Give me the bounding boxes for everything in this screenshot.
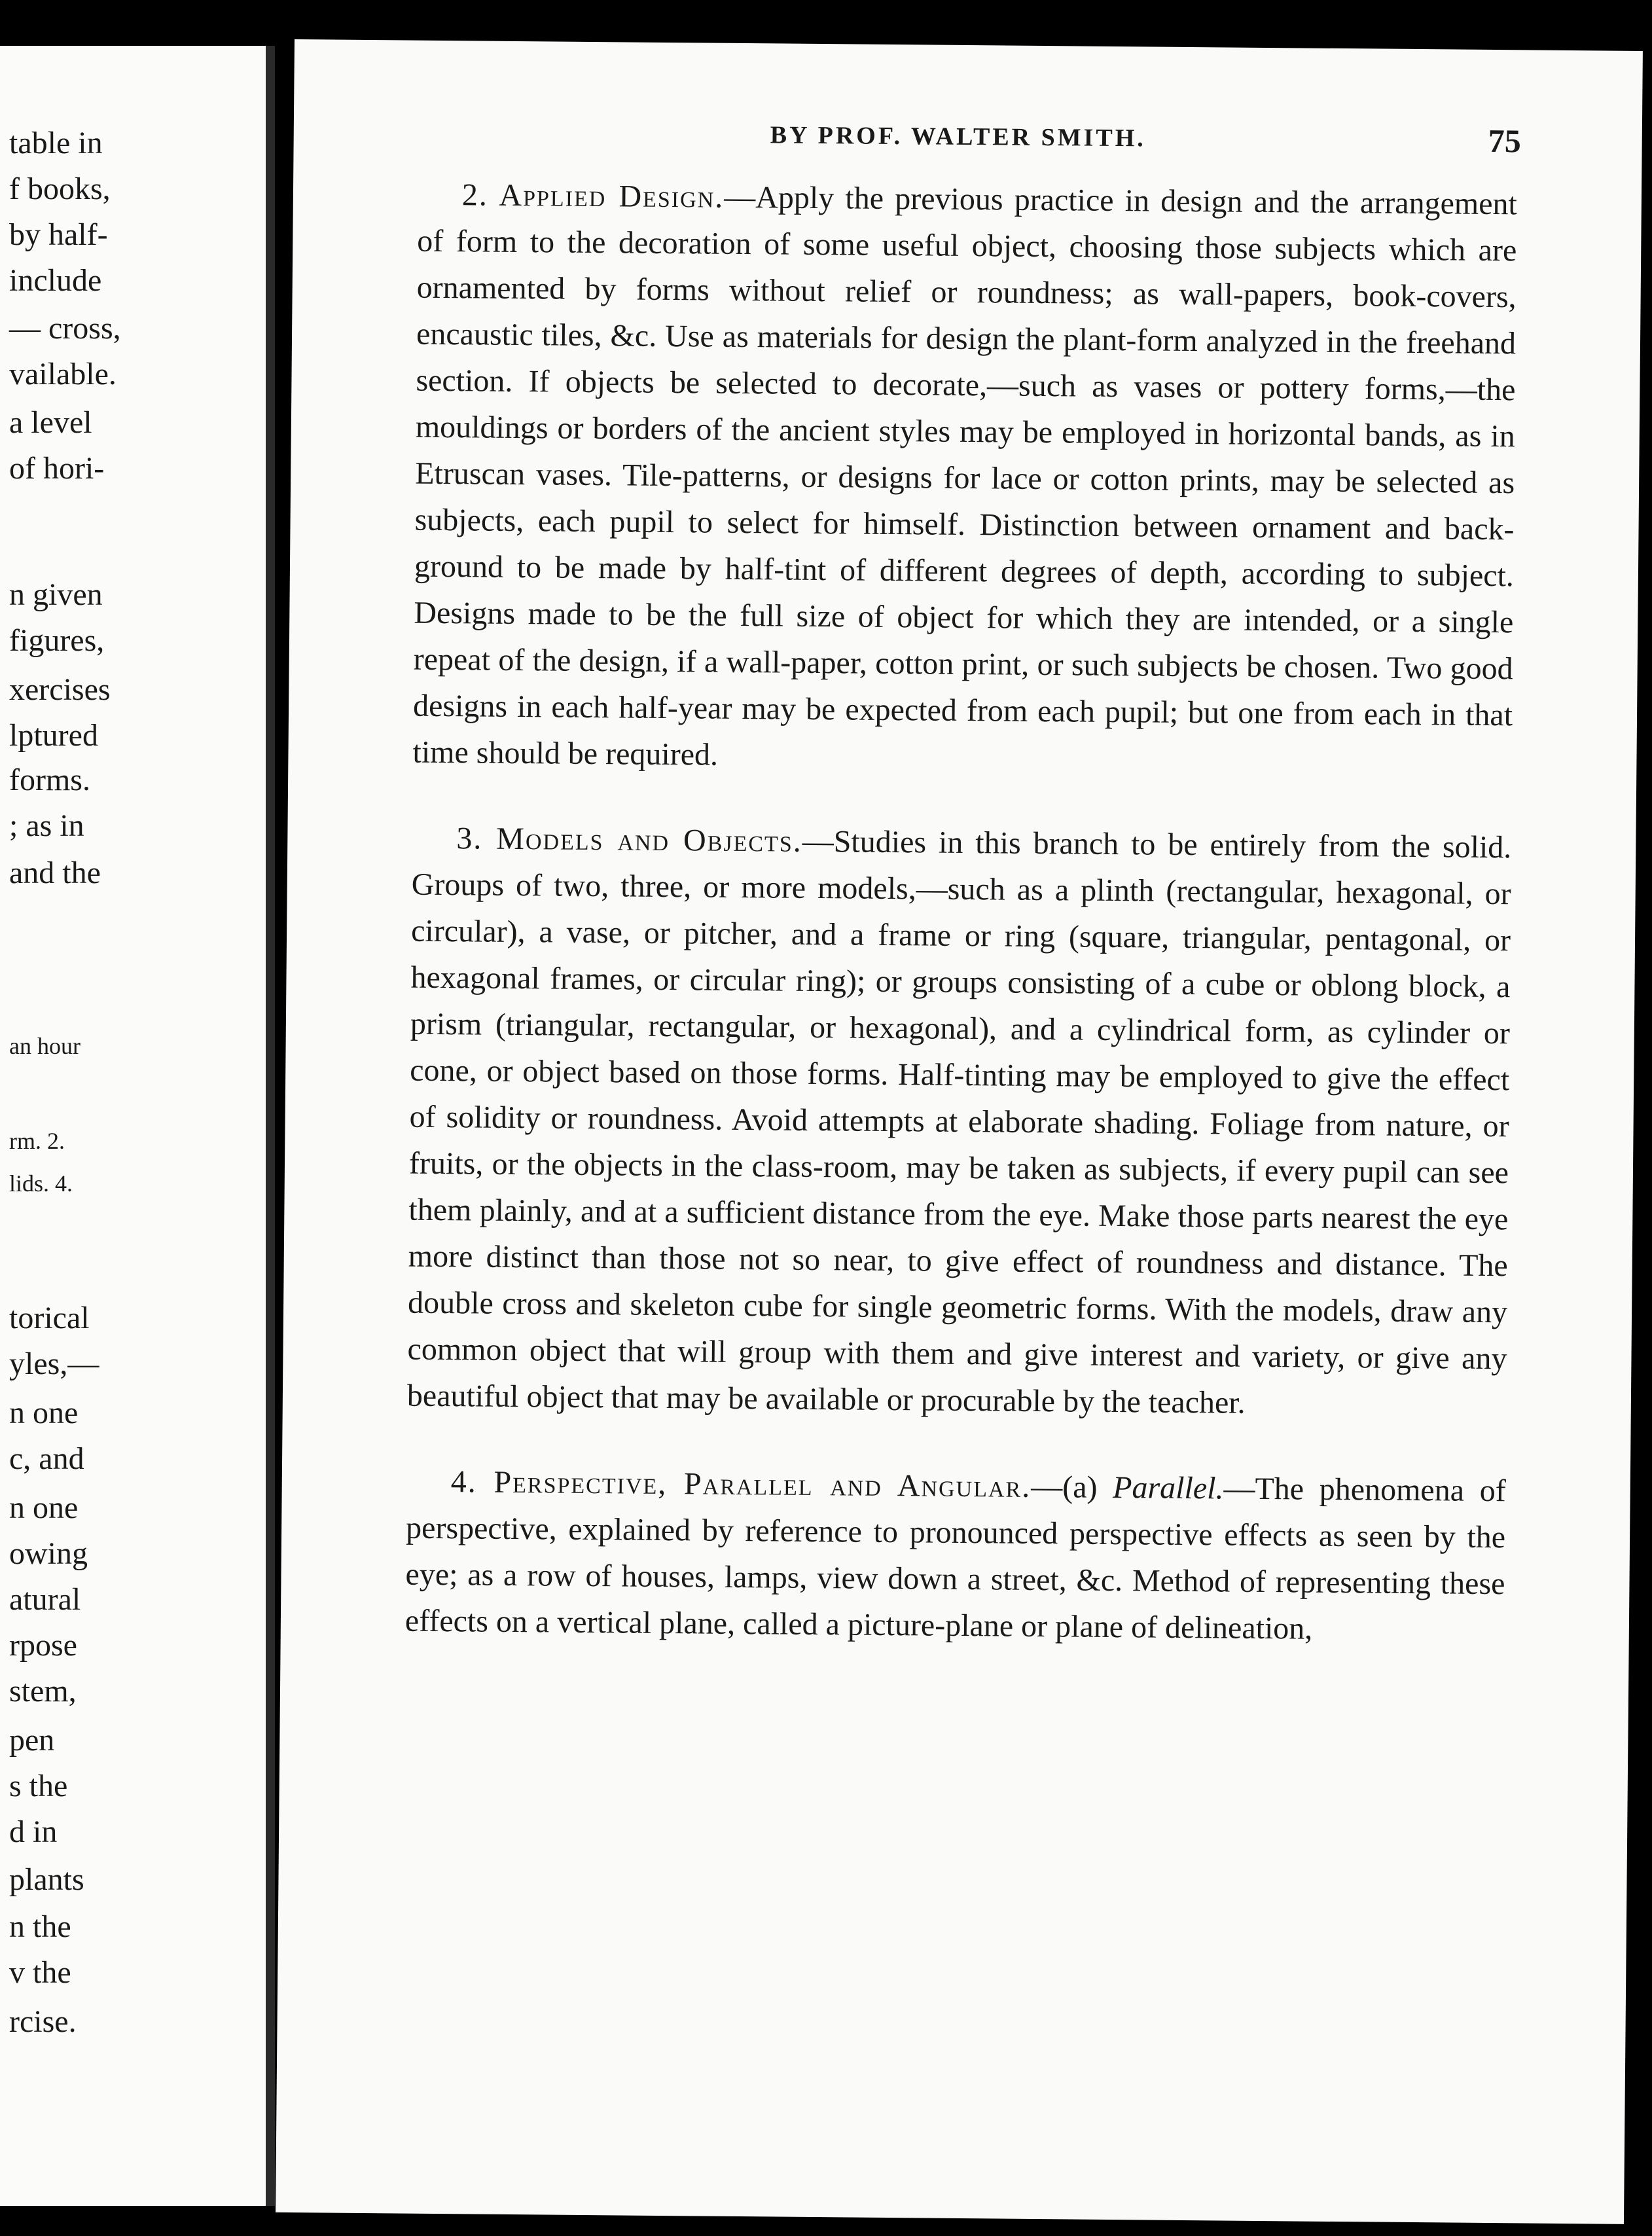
left-text-fragment: s the bbox=[9, 1769, 68, 1803]
section-heading: 4. Perspective, Parallel and Angular. bbox=[450, 1464, 1032, 1504]
left-text-fragment: atural bbox=[9, 1582, 81, 1617]
left-text-fragment: yles,— bbox=[9, 1346, 99, 1381]
left-text-fragment: forms. bbox=[9, 763, 90, 797]
left-text-fragment: — cross, bbox=[9, 311, 121, 346]
left-text-fragment: rcise. bbox=[9, 2004, 77, 2039]
paragraph-text: —Studies in this branch to be entirely from the solid. Groups of two, three, or more models,—such as a plinth (rectangular, hexagonal, or circular), a vase, or pitcher, and a frame or ring (square, triangular, pentagonal, or hexagonal frames, or circular ring); or groups consisting of a cube or oblong block, a prism (triangular, rectangular, or hexagonal), and a cylindrical form, as cylinder or cone, or object based on those forms. Half-tinting may be employed to give the effect of solidity or roundness. Avoid attempts at elaborate shading. Foliage from nature, or fruits, or the objects in the class-room, may be taken as subjects, if every pupil can see them plainly, and at a sufficient distance from the eye. Make those parts nearest the eye more distinct than those not so near, to give effect of roundness and distance. The double cross and skeleton cube for single geometric forms. With the models, draw any common object that will group with them and give interest and variety, or give any beautiful object that may be available or procurable by the teacher. bbox=[406, 823, 1512, 1420]
left-text-fragment: of hori- bbox=[9, 451, 105, 486]
paragraph-text: —Apply the previous practice in design and the arrangement of form to the decoration of some useful object, choosing those subjects which are ornamented by forms without relief or roundness; as wall-papers, book-covers, encaustic tiles, &c. Use as materials for design the plant-form analyzed in the freehand section. If objects be selected to decorate,—such as vases or pottery forms,—the mouldings or borders of the ancient styles may be employed in horizontal bands, as in Etruscan vases. Tile-patterns, or designs for lace or cotton prints, may be selected as subjects, each pupil to select for himself. Distinction between ornament and back-ground to be made by half-tint of different degrees of depth, according to subject. Designs made to be the full size of object for which they are intended, or a single repeat of the design, if a wall-paper, cotton print, or such subjects be chosen. Two good designs in each half-year may be expected from each pupil; but one from each in that time should be required. bbox=[412, 179, 1518, 772]
left-text-fragment: and the bbox=[9, 856, 101, 890]
left-text-fragment: f books, bbox=[9, 171, 111, 206]
left-text-fragment: torical bbox=[9, 1301, 90, 1335]
left-text-fragment: d in bbox=[9, 1814, 58, 1849]
paragraph-applied-design bbox=[412, 171, 1517, 785]
left-text-fragment: vailable. bbox=[9, 357, 117, 391]
left-text-fragment: pen bbox=[9, 1723, 55, 1758]
left-text-fragment: n one bbox=[9, 1396, 79, 1430]
left-text-fragment: lids. 4. bbox=[9, 1170, 73, 1197]
left-text-fragment: an hour bbox=[9, 1033, 81, 1059]
left-text-fragment: plants bbox=[9, 1862, 84, 1897]
body-text bbox=[405, 171, 1518, 1654]
left-text-fragment: n given bbox=[9, 577, 103, 612]
paragraph-perspective bbox=[405, 1458, 1506, 1654]
paragraph-models-and-objects bbox=[407, 815, 1512, 1429]
section-heading: 2. Applied Design. bbox=[461, 177, 725, 215]
section-heading: 3. Models and Objects. bbox=[456, 821, 802, 859]
left-text-fragment: xercises bbox=[9, 672, 111, 707]
left-text-fragment: c, and bbox=[9, 1441, 84, 1476]
right-page bbox=[276, 39, 1643, 2224]
left-text-fragment: figures, bbox=[9, 623, 105, 658]
left-text-fragment: rm. 2. bbox=[9, 1128, 65, 1154]
left-text-fragment: by half- bbox=[9, 217, 108, 252]
running-head: BY PROF. WALTER SMITH. bbox=[770, 121, 1146, 153]
left-text-fragment: stem, bbox=[9, 1674, 77, 1708]
paragraph-text-prefix: —(a) bbox=[1030, 1469, 1113, 1505]
left-text-fragment: owing bbox=[9, 1536, 88, 1571]
italic-term: Parallel. bbox=[1112, 1470, 1224, 1506]
left-text-fragment: a level bbox=[9, 405, 92, 440]
left-text-fragment: v the bbox=[9, 1955, 71, 1990]
left-text-fragment: n the bbox=[9, 1909, 71, 1944]
left-text-fragment: n one bbox=[9, 1490, 79, 1525]
book-gutter bbox=[266, 46, 275, 2206]
paragraph-text: —The phenomena of perspective, explained by reference to pronounced perspective effects as seen by the eye; as a row of houses, lamps, view down a street, &c. Method of representing these effects on a vertical plane, called a picture-plane or plane of delineation, bbox=[404, 1471, 1506, 1646]
left-text-fragment: ; as in bbox=[9, 808, 84, 843]
page-number: 75 bbox=[1488, 122, 1521, 160]
left-text-fragment: rpose bbox=[9, 1628, 77, 1663]
left-text-fragment: table in bbox=[9, 126, 103, 160]
left-text-fragment: include bbox=[9, 263, 102, 298]
left-text-fragment: lptured bbox=[9, 718, 98, 753]
left-page-fragment bbox=[0, 46, 275, 2206]
